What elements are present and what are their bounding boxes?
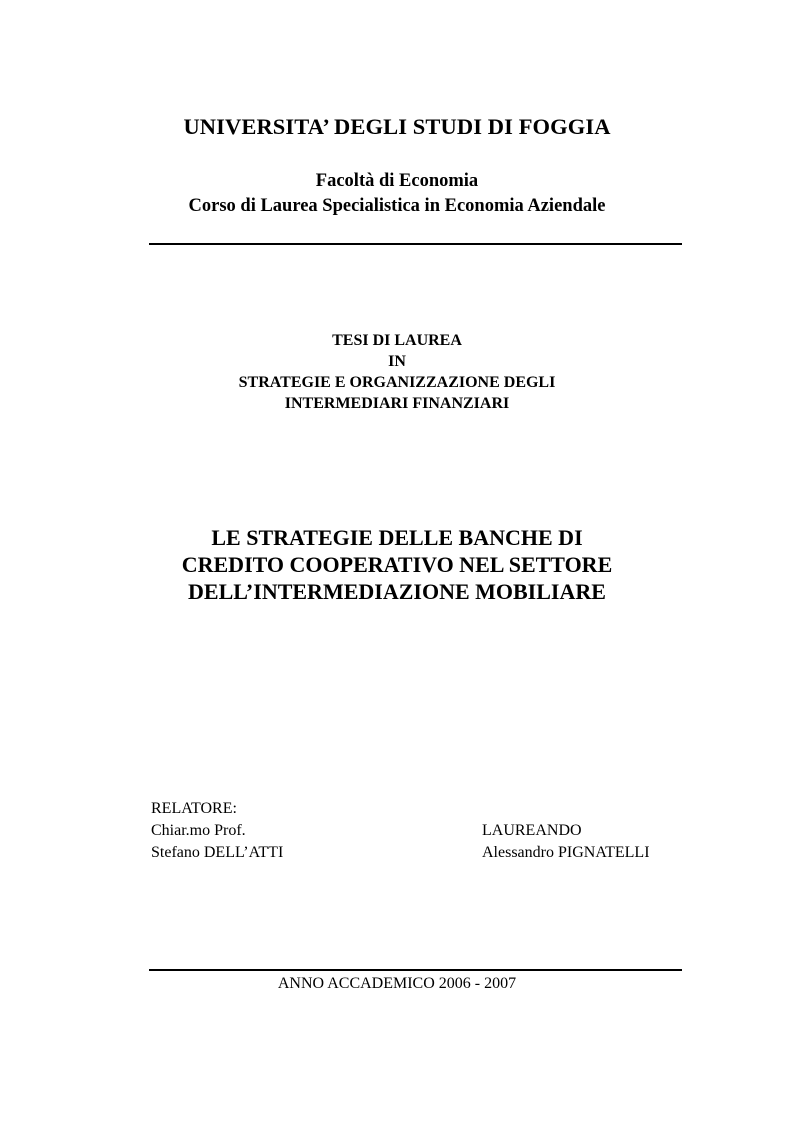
candidate-name: Alessandro PIGNATELLI bbox=[482, 844, 650, 861]
bottom-divider bbox=[149, 969, 682, 971]
thesis-subject-line-1: STRATEGIE E ORGANIZZAZIONE DEGLI bbox=[238, 374, 556, 391]
thesis-title-line-1: LE STRATEGIE DELLE BANCHE DI bbox=[211, 525, 583, 550]
thesis-in-label: IN bbox=[388, 353, 406, 370]
thesis-label: TESI DI LAUREA bbox=[332, 332, 462, 349]
thesis-subject-line-2: INTERMEDIARI FINANZIARI bbox=[284, 395, 510, 412]
thesis-title-line-3: DELL’INTERMEDIAZIONE MOBILIARE bbox=[188, 579, 606, 604]
thesis-title-line-2: CREDITO COOPERATIVO NEL SETTORE bbox=[181, 552, 613, 577]
supervisor-name: Stefano DELL’ATTI bbox=[151, 844, 284, 861]
supervisor-label: RELATORE: bbox=[151, 800, 237, 817]
academic-year: ANNO ACCADEMICO 2006 - 2007 bbox=[277, 975, 517, 992]
candidate-label: LAUREANDO bbox=[482, 822, 582, 839]
supervisor-honorific: Chiar.mo Prof. bbox=[151, 822, 246, 839]
course-name: Corso di Laurea Specialistica in Economia Aziendale bbox=[188, 196, 606, 216]
university-name: UNIVERSITA’ DEGLI STUDI DI FOGGIA bbox=[183, 114, 611, 139]
faculty-name: Facoltà di Economia bbox=[315, 171, 479, 191]
top-divider bbox=[149, 243, 682, 245]
